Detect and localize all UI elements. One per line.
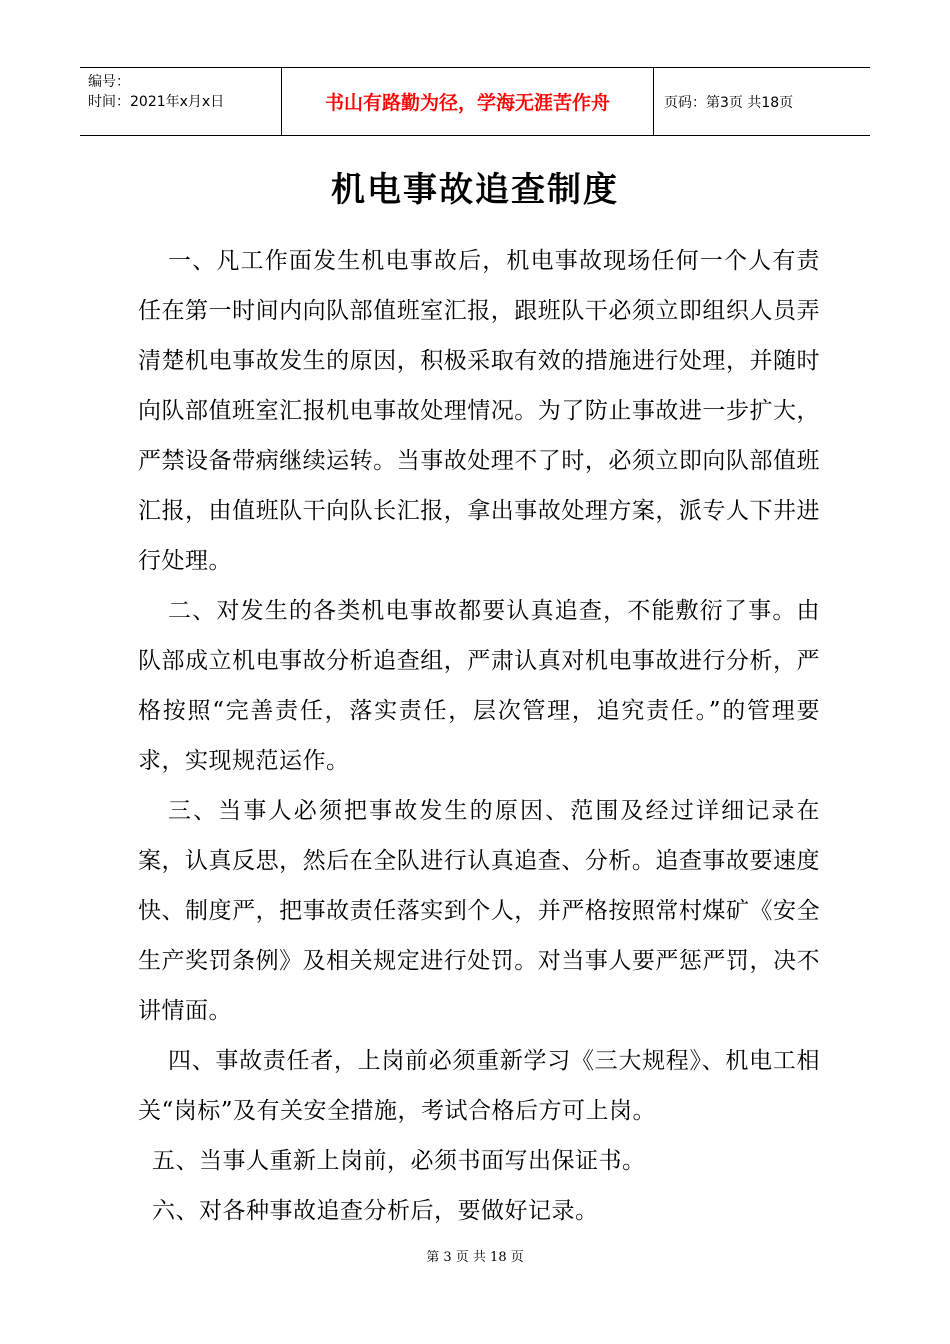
paragraph-1: 一、凡工作面发生机电事故后，机电事故现场任何一个人有责任在第一时间内向队部值班室汇报，跟班队干必须立即组织人员弄清楚机电事故发生的原因，积极采取有效的措施进行处理，并随时向队部值班室汇报机电事故处理情况。为了防止事故进一步扩大，严禁设备带病继续运转。当事故处理不了时，必须立即向队部值班汇报，由值班队干向队长汇报，拿出事故处理方案，派专人下井进行处理。 bbox=[138, 248, 820, 574]
page-footer: 第 3 页 共 18 页 bbox=[426, 1250, 524, 1265]
paragraph-4: 四、事故责任者，上岗前必须重新学习《三大规程》、机电工相关“岗标”及有关安全措施，考试合格后方可上岗。 bbox=[138, 1048, 820, 1124]
header-motto: 书山有路勤为径，学海无涯苦作舟 bbox=[282, 68, 654, 135]
paragraph-3: 三、当事人必须把事故发生的原因、范围及经过详细记录在案，认真反思，然后在全队进行认真追查、分析。追查事故要速度快、制度严，把事故责任落实到个人，并严格按照常村煤矿《安全生产奖罚条例》及相关规定进行处罚。对当事人要严惩严罚，决不讲情面。 bbox=[138, 798, 820, 1024]
serial-label: 编号： bbox=[88, 74, 130, 90]
time-label: 时间：2021年x月x日 bbox=[88, 94, 225, 110]
document-body bbox=[138, 236, 820, 1236]
paragraph-5: 五、当事人重新上岗前，必须书面写出保证书。 bbox=[152, 1148, 646, 1174]
page-header bbox=[80, 67, 870, 136]
paragraph-6: 六、对各种事故追查分析后，要做好记录。 bbox=[152, 1198, 599, 1224]
paragraph-2: 二、对发生的各类机电事故都要认真追查，不能敷衍了事。由队部成立机电事故分析追查组，严肃认真对机电事故进行分析，严格按照“完善责任，落实责任，层次管理，追究责任。”的管理要求，实现规范运作。 bbox=[138, 598, 820, 774]
header-meta bbox=[80, 68, 282, 135]
header-page-info: 页码：第3页 共18页 bbox=[664, 94, 794, 111]
document-title: 机电事故追查制度 bbox=[331, 170, 619, 210]
